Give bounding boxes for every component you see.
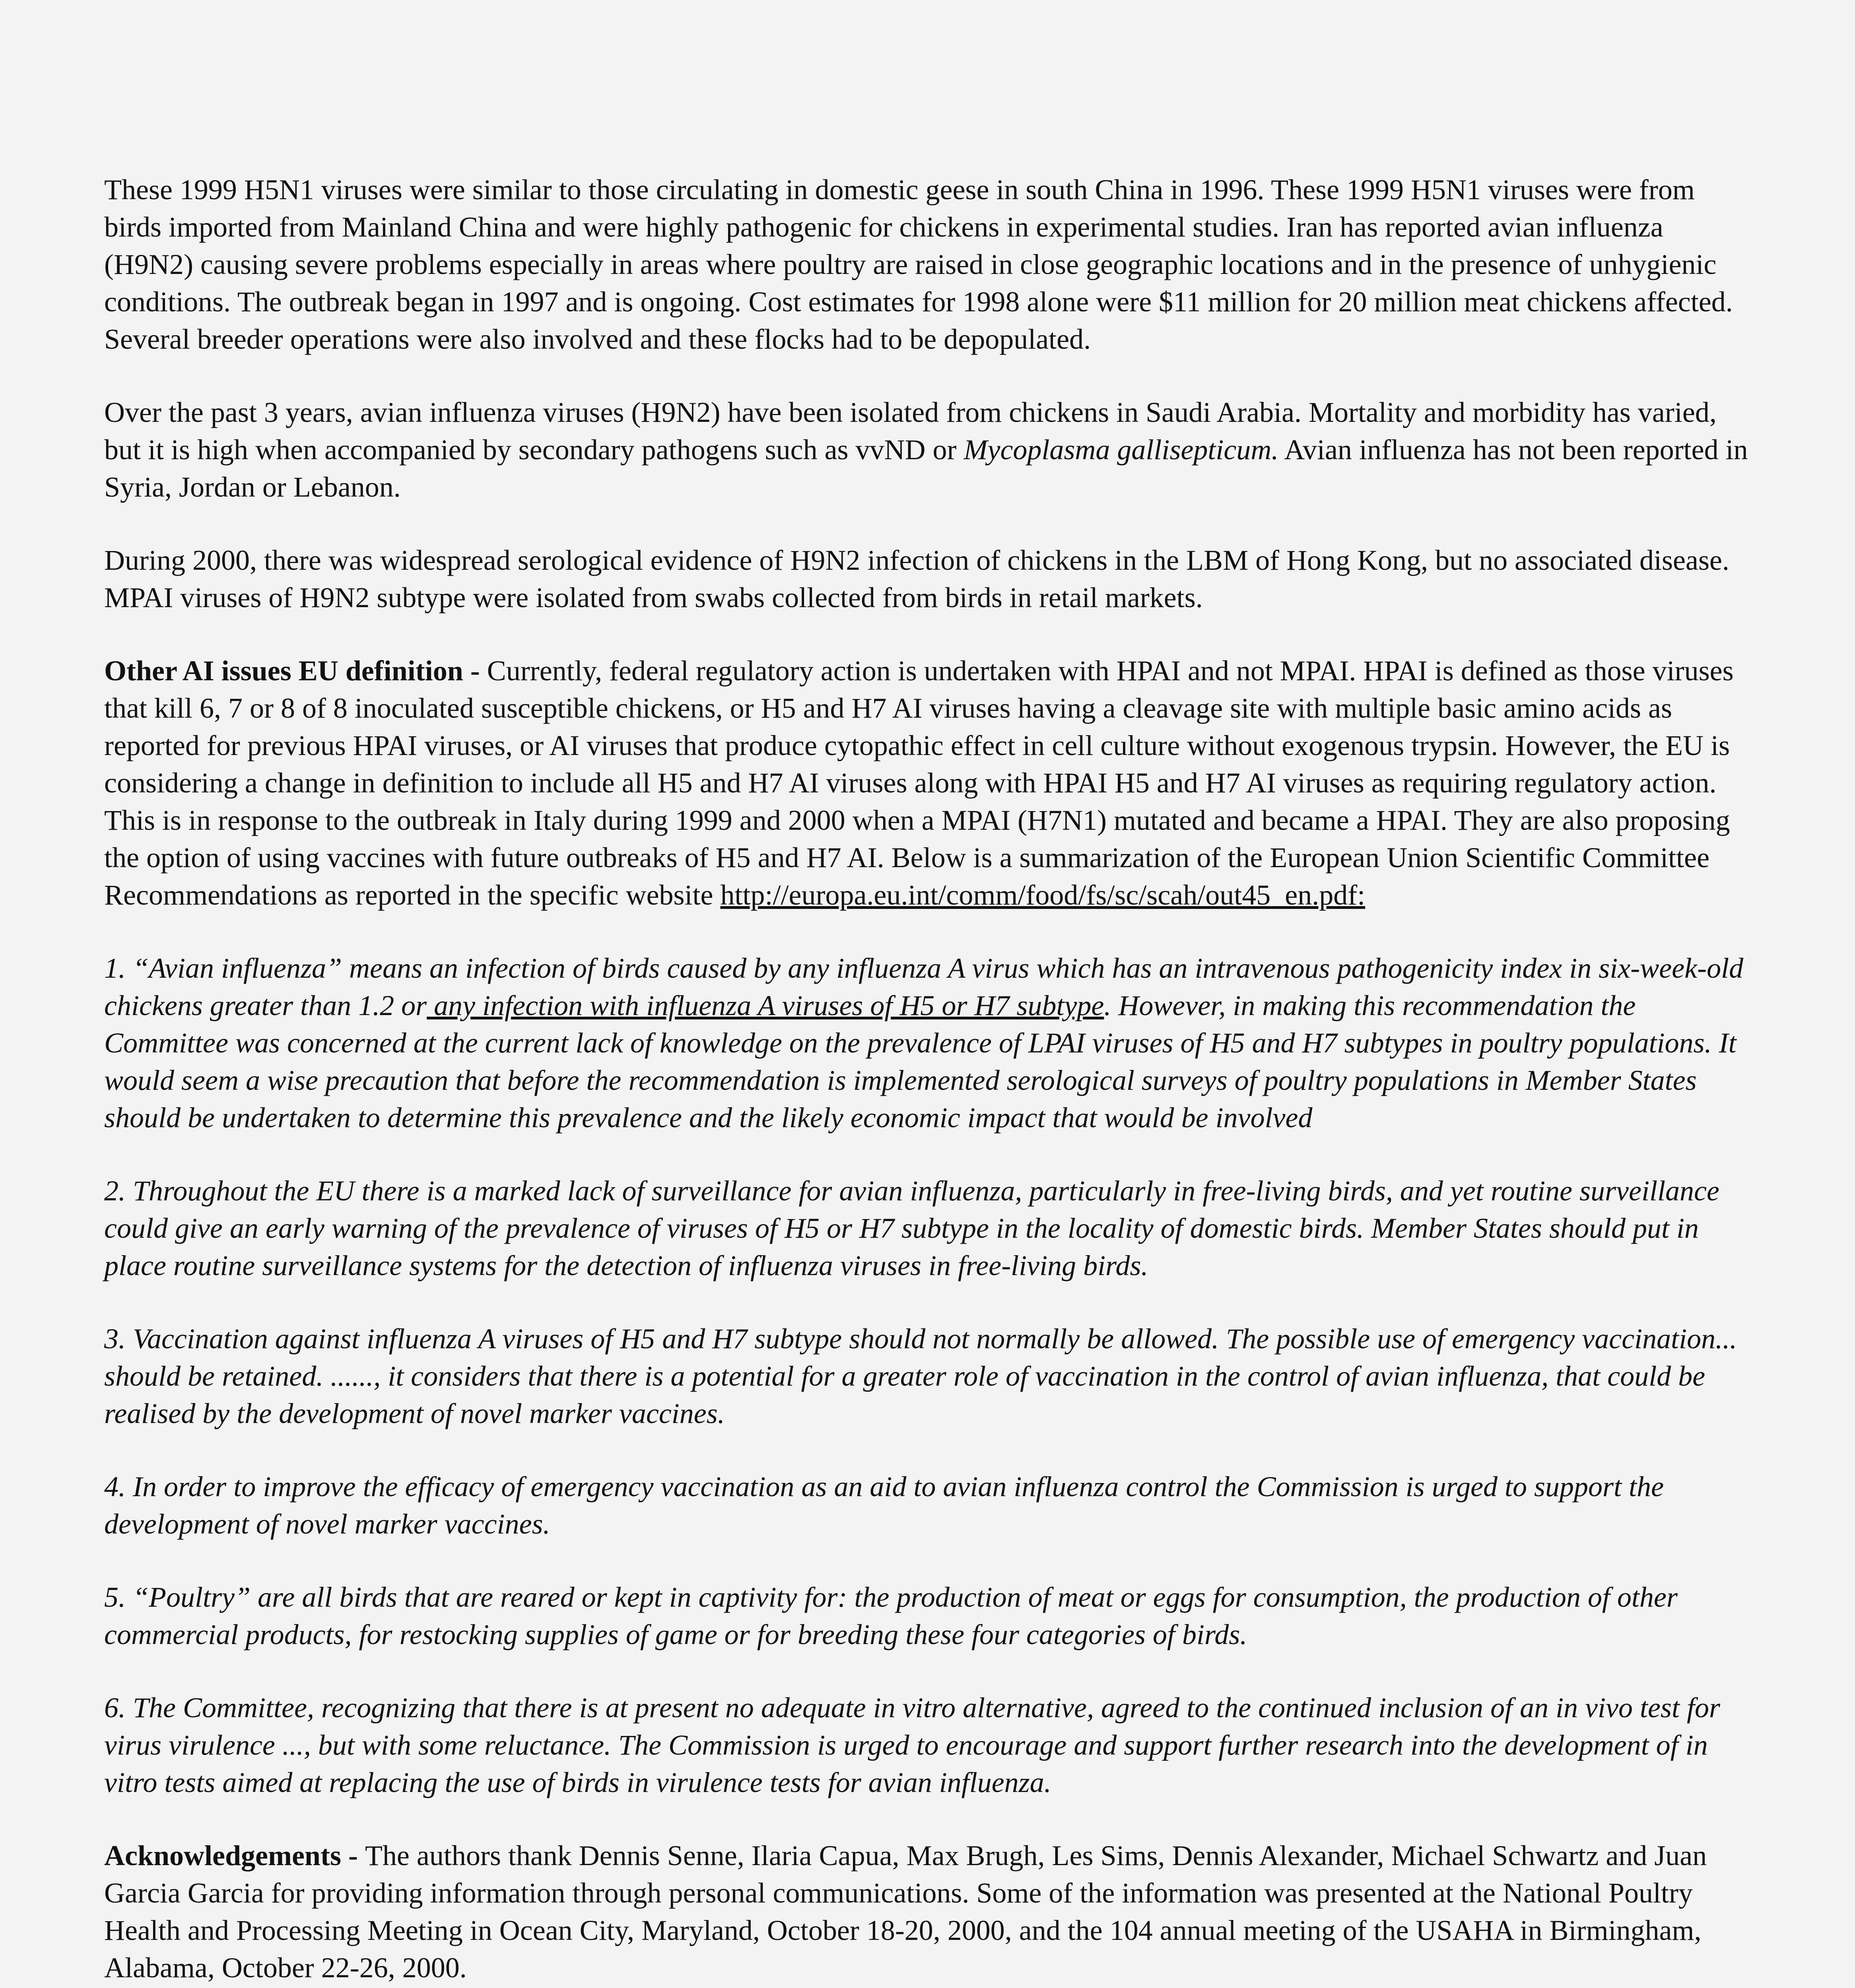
eu-definition-text: Currently, federal regulatory action is undertaken with HPAI and not MPAI. HPAI is defined as those viruses that kill 6, 7 or 8 of 8 inoculated susceptible chickens, or H5 and H7 AI viruses having a cleavage site with multiple basic amino acids as reported for previous HPAI viruses, or AI viruses that produce cytopathic effect in cell culture without exogenous trypsin. However, the EU is considering a change in definition to include all H5 and H7 AI viruses along with HPAI H5 and H7 AI viruses as requiring regulatory action. This is in response to the outbreak in Italy during 1999 and 2000 when a MPAI (H7N1) mutated and became a HPAI. They are also proposing the option of using vaccines with future outbreaks of H5 and H7 AI. Below is a summarization of the European Union Scientific Committee Recommendations as reported in the specific website xyxy=(104,655,1734,911)
recommendation-6: 6. The Committee, recognizing that there is at present no adequate in vitro alternative, agreed to the continued inclusion of an in vivo test for virus virulence ..., but with some reluctance. The Commission is urged to encourage and support further research into the development of in vitro tests aimed at replacing the use of birds in virulence tests for avian influenza. xyxy=(104,1692,1721,1798)
acknowledgements-heading: Acknowledgements - xyxy=(104,1840,365,1872)
recommendation-3: 3. Vaccination against influenza A viruses of H5 and H7 subtype should not normally be allowed. The possible use of emergency vaccination... should be retained. ......, it considers that there is a potential for a greater role of vaccination in the control of avian influenza, that could be realised by the development of novel marker vaccines. xyxy=(104,1323,1737,1429)
recommendation-4: 4. In order to improve the efficacy of emergency vaccination as an aid to avian influenza control the Commission is urged to support the development of novel marker vaccines. xyxy=(104,1471,1664,1540)
recommendation-5: 5. “Poultry” are all birds that are reared or kept in captivity for: the production of meat or eggs for consumption, the production of other commercial products, for restocking supplies of game or for breeding these four categories of birds. xyxy=(104,1581,1678,1650)
paragraph-saudi-arabia-text-a: Over the past 3 years, avian influenza viruses (H9N2) have been isolated from chickens in Saudi Arabia. Mortality and morbidity has varied, but it is high when accompanied by secondary pathogens such as vvND or xyxy=(104,396,1717,466)
recommendation-1-text-b: . However, in making this recommendation the Committee was concerned at the current lack of knowledge on the prevalence of LPAI viruses of H5 and H7 subtypes in poultry populations. It would seem a wise precaution that before the recommendation is implemented serological surveys of poultry populations in Member States should be undertaken to determine this prevalence and the likely economic impact that would be involved xyxy=(104,990,1737,1134)
recommendation-1-underlined: any infection with influenza A viruses of H5 or H7 subtype xyxy=(427,990,1104,1021)
paragraph-saudi-arabia-species: Mycoplasma gallisepticum. xyxy=(963,434,1279,466)
paragraph-hong-kong: During 2000, there was widespread serological evidence of H9N2 infection of chickens in the LBM of Hong Kong, but no associated disease. MPAI viruses of H9N2 subtype were isolated from swabs collected from birds in retail markets. xyxy=(104,544,1729,613)
paragraph-saudi-arabia-text-b: Avian influenza has not been reported in Syria, Jordan or Lebanon. xyxy=(104,434,1748,503)
document-body xyxy=(104,171,1754,1988)
acknowledgements-text: The authors thank Dennis Senne, Ilaria Capua, Max Brugh, Les Sims, Dennis Alexander, Michael Schwartz and Juan Garcia Garcia for providing information through personal communications. Some of the information was presented at the National Poultry Health and Processing Meeting in Ocean City, Maryland, October 18-20, 2000, and the 104 annual meeting of the USAHA in Birmingham, Alabama, October 22-26, 2000. xyxy=(104,1840,1707,1984)
recommendation-2: 2. Throughout the EU there is a marked lack of surveillance for avian influenza, particularly in free-living birds, and yet routine surveillance could give an early warning of the prevalence of viruses of H5 or H7 subtype in the locality of domestic birds. Member States should put in place routine surveillance systems for the detection of influenza viruses in free-living birds. xyxy=(104,1175,1719,1281)
paragraph-h5n1-iran: These 1999 H5N1 viruses were similar to those circulating in domestic geese in south China in 1996. These 1999 H5N1 viruses were from birds imported from Mainland China and were highly pathogenic for chickens in experimental studies. Iran has reported avian influenza (H9N2) causing severe problems especially in areas where poultry are raised in close geographic locations and in the presence of unhygienic conditions. The outbreak began in 1997 and is ongoing. Cost estimates for 1998 alone were $11 million for 20 million meat chickens affected. Several breeder operations were also involved and these flocks had to be depopulated. xyxy=(104,174,1733,355)
eu-website-link[interactable]: http://europa.eu.int/comm/food/fs/sc/scah/out45_en.pdf: xyxy=(720,879,1366,911)
paragraph-eu-definition xyxy=(104,652,1754,914)
paragraph-saudi-arabia xyxy=(104,394,1754,506)
recommendation-1 xyxy=(104,949,1754,1136)
recommendation-1-text-a: 1. “Avian influenza” means an infection of birds caused by any influenza A virus which has an intravenous pathogenicity index in six-week-old chickens greater than 1.2 or xyxy=(104,952,1744,1021)
eu-definition-heading: Other AI issues EU definition - xyxy=(104,655,487,687)
paragraph-acknowledgements xyxy=(104,1837,1754,1986)
